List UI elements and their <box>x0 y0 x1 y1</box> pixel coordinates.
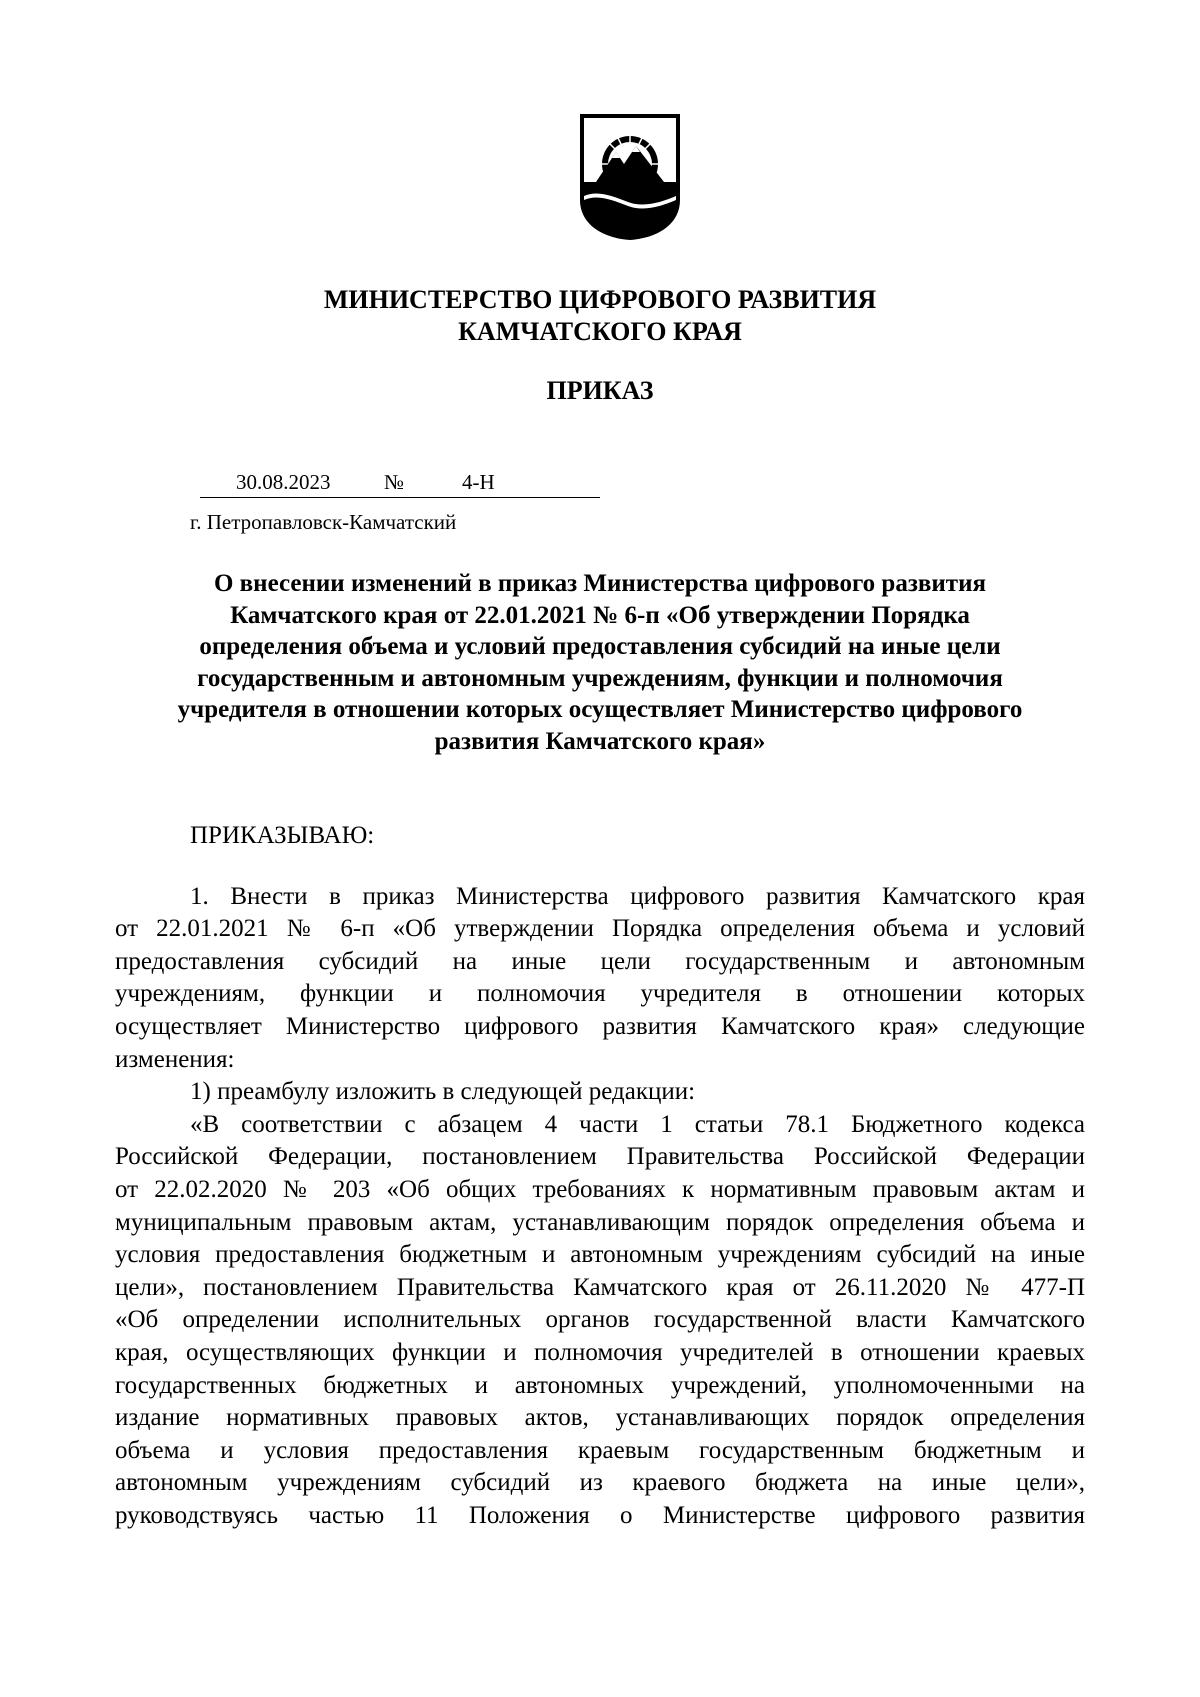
body-line: края, осуществляющих функции и полномочия учредителей в отношении краевых <box>115 1338 1085 1366</box>
body-line: осуществляет Министерство цифрового развития Камчатского края» следующие <box>115 1012 1085 1040</box>
body-line: условия предоставления бюджетным и автономным учреждениям субсидий на иные <box>115 1241 1085 1269</box>
date-number-line <box>190 470 610 498</box>
ministry-name-line-2: КАМЧАТСКОГО КРАЯ <box>458 317 742 346</box>
body-line: «В соответствии с абзацем 4 части 1 статьи 78.1 Бюджетного кодекса <box>190 1110 1085 1138</box>
order-heading: ПРИКАЗЫВАЮ: <box>190 822 375 849</box>
subject-line: О внесении изменений в приказ Министерства цифрового развития <box>213 570 986 597</box>
body-line: государственных бюджетных и автономных учреждений, уполномоченными на <box>115 1371 1085 1399</box>
subject-line: развития Камчатского края» <box>434 727 766 755</box>
body-line: от 22.02.2020 № 203 «Об общих требованиях к нормативным правовым актам и <box>115 1175 1085 1203</box>
body-line: автономным учреждениям субсидий из краевого бюджета на иные цели», <box>115 1469 1085 1497</box>
city: г. Петропавловск-Камчатский <box>190 510 457 534</box>
body-line: от 22.01.2021 № 6-п «Об утверждении Порядка определения объема и условий <box>115 915 1085 943</box>
subject-line: определения объема и условий предоставления субсидий на иные цели <box>199 633 1001 661</box>
ministry-name-line-1: МИНИСТЕРСТВО ЦИФРОВОГО РАЗВИТИЯ <box>323 285 877 314</box>
subject-line: государственным и автономным учреждениям, функции и полномочия <box>197 664 1003 692</box>
order-subject <box>130 568 1070 758</box>
order-number: 4-Н <box>462 470 495 494</box>
body-line: 1) преамбулу изложить в следующей редакции: <box>190 1078 696 1106</box>
body-line: изменения: <box>115 1045 235 1073</box>
body-line: руководствуясь частью 11 Положения о Министерстве цифрового развития <box>115 1501 1085 1529</box>
body-line: Российской Федерации, постановлением Правительства Российской Федерации <box>115 1143 1085 1171</box>
body-line: предоставления субсидий на иные цели государственным и автономным <box>115 947 1085 975</box>
number-sign: № <box>384 470 405 494</box>
order-date: 30.08.2023 <box>236 470 331 494</box>
order-title: ПРИКАЗ <box>546 376 654 405</box>
body-line: цели», постановлением Правительства Камчатского края от 26.11.2020 № 477-П <box>115 1273 1085 1301</box>
date-number-underline <box>200 497 600 498</box>
coat-of-arms-emblem <box>578 112 682 242</box>
body-line: учреждениям, функции и полномочия учредителя в отношении которых <box>115 980 1085 1008</box>
body-line: издание нормативных правовых актов, устанавливающих порядок определения <box>115 1404 1085 1432</box>
body-line: 1. Внести в приказ Министерства цифрового развития Камчатского края <box>190 882 1085 910</box>
body-line: «Об определении исполнительных органов государственной власти Камчатского <box>115 1306 1085 1334</box>
body-line: объема и условия предоставления краевым государственным бюджетным и <box>115 1436 1085 1464</box>
subject-line: Камчатского края от 22.01.2021 № 6-п «Об утверждении Порядка <box>230 601 970 629</box>
subject-line: учредителя в отношении которых осуществляет Министерство цифрового <box>177 696 1023 724</box>
order-body <box>115 820 1085 1532</box>
order-meta <box>190 470 610 534</box>
body-line: муниципальным правовым актам, устанавливающим порядок определения объема и <box>115 1208 1085 1236</box>
ministry-name <box>0 284 1200 348</box>
